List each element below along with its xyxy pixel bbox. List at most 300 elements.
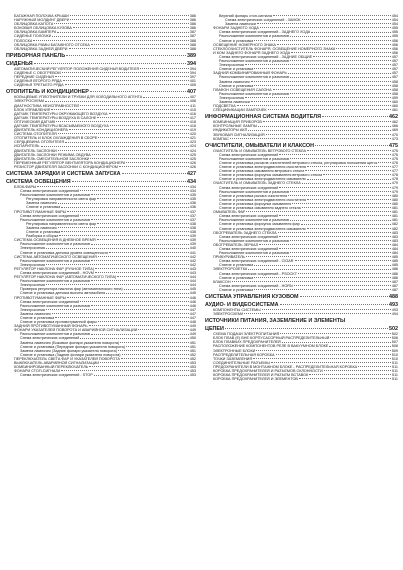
toc-section-heading[interactable] [205,318,398,324]
toc-page-number: 388 [189,46,196,51]
dot-leader [80,215,188,216]
dot-leader [90,158,188,159]
toc-page-number: 435 [189,193,196,198]
toc-page-number: 443 [189,266,196,271]
toc-page-number: 481 [391,210,398,215]
dot-leader [254,68,390,69]
toc-entry-title: НАРУЖНЫЙ МОЛДИНГ ДВЕРИ [14,18,70,23]
toc-page-number: 447 [189,311,196,316]
toc-entry-title: Снятие и установка [219,287,254,292]
toc-entry-title: Снятие и установка (Передние фонари указателя поворота) [20,344,126,349]
dot-leader [307,179,391,180]
dot-leader [69,48,189,49]
toc-page-number: 450 [189,336,196,341]
dot-leader [98,321,189,322]
dot-leader [91,334,189,335]
toc-page-number: 453 [189,365,196,370]
toc-page-number: 502 [391,332,398,337]
dot-leader [61,207,188,208]
toc-page-number: 506 [391,336,398,341]
toc-entry-title: Расположение компонентов и разъемов [20,332,91,337]
toc-page-number: 453 [189,373,196,378]
toc-page-number: 486 [391,275,398,280]
toc-entry-title: Схема электрических соединений - ЗАДНИЕ ОБЩИЕ [219,54,313,59]
toc-entry-title: ПЕРЕМЕННЫЙ РЕГУЛЯТОР ВЕНТИЛЯТОРА КОНДИЦИОНЕРА [14,160,126,165]
toc-page-number: 493 [389,302,398,308]
toc-page-number: 502 [389,326,398,333]
toc-entry-title: РЕГУЛЯТОР НАКЛОНА ФАР (АВТОМАТИЧЕСКОГО ТИПА) [14,275,117,280]
toc-page-number: 445 [189,287,196,292]
dot-leader [91,44,189,45]
dot-leader [91,280,189,281]
toc-entry-title: Снятие и установка форсунки омывателя [219,201,292,206]
dot-leader [95,268,189,269]
toc-page-number: 455 [391,30,398,35]
toc-page-number: 508 [391,344,398,349]
toc-page-number: 507 [391,340,398,345]
toc-page-number: 458 [391,91,398,96]
toc-entry[interactable] [205,108,398,112]
toc-page-number: 386 [189,22,196,27]
dot-leader [41,146,189,147]
toc-page-number: 475 [391,152,398,157]
dot-leader [55,76,189,77]
toc-entry[interactable] [205,288,398,292]
toc-entry-title: Замена лампочки [225,22,256,27]
dot-leader [91,244,189,245]
toc-page-number: 479 [391,181,398,186]
toc-entry[interactable] [6,47,196,51]
toc-page-number: 458 [391,83,398,88]
toc-page-number: 458 [391,79,398,84]
toc-page-number: 426 [189,160,196,165]
toc-page-number: 438 [189,221,196,226]
dot-leader [122,354,189,355]
dot-leader [254,265,390,266]
toc-entry-title: Снятие и установка [26,230,61,235]
toc-entry-title: Регулировка направленности света фар [26,221,97,226]
toc-entry-title: Замена лампочек [20,311,51,316]
toc-section-heading[interactable] [6,53,196,59]
dot-leader [67,211,189,212]
toc-page-number: 451 [189,340,196,345]
toc-page-number: 440 [189,246,196,251]
toc-entry-title: СТЕКЛООЧИСТИТЕЛЬ ФОНАРЯ, ОСВЕЩЕНИЕ НОМЕРНОГО ЗНАКА [213,46,336,51]
toc-page-number: 442 [189,258,196,263]
toc-section-title: СИСТЕМА УПРАВЛЕНИЯ КУЗОВОМ [205,294,299,300]
toc-entry-title: Схема электрических соединений - STOP [20,373,93,378]
dot-leader [89,366,188,367]
toc-page-number: 457 [391,75,398,80]
toc-page-number: 407 [189,95,196,100]
toc-entry-title: Схема электрических соединений - HORN [219,283,293,288]
toc-page-number: 421 [189,136,196,141]
dot-leader [46,248,189,249]
toc-page-number: 487 [391,283,398,288]
dot-leader [268,109,391,110]
dot-leader [305,170,390,171]
toc-entry-title: Схема электрических соединений [219,185,279,190]
toc-page-number: 437 [189,213,196,218]
toc-entry-title: ПРИКУРИВАТЕЛЬ [213,255,245,260]
toc-page-number: 439 [189,242,196,247]
toc-page-number: 480 [391,193,398,198]
toc-page-number: 407 [187,89,196,96]
dot-leader [33,40,188,41]
toc-page-number: 424 [189,144,196,149]
dot-leader [70,19,188,20]
toc-section-heading[interactable] [6,171,196,177]
toc-page-number: 456 [391,50,398,55]
dot-leader [251,101,391,102]
dot-leader [51,109,188,110]
toc-entry-title: Расположение компонентов и разъемов [219,156,290,161]
toc-page-number: 419 [189,128,196,133]
toc-entry[interactable] [6,165,196,169]
toc-page-number: 480 [391,201,398,206]
dot-leader [118,350,189,351]
toc-page-number: 427 [187,171,196,177]
toc-entry-title: Снятие и установка противотуманной фары [20,320,97,325]
toc-entry-title: ОСВЕЩЕНИЕ НОМЕРНОГО ЗНАКА [213,42,276,47]
toc-page-number: 411 [190,103,196,108]
toc-page-number: 420 [189,132,196,137]
toc-section-heading[interactable] [205,294,398,300]
toc-entry-title: ПРОТИВОТУМАННЫЕ ФАРЫ [14,295,66,300]
dot-leader [290,77,391,78]
toc-entry-title: ФОНАРИ ЗАДНЕГО ХОДА [213,26,259,31]
dot-leader [263,121,391,122]
toc-entry-title: Схема электрических соединений [20,299,80,304]
dot-leader [307,199,391,200]
toc-entry-title: РЕЗИСТОР ДВИГАТЕЛЯ ЗАСЛОНКИ С КОНДИЦИОНЕРОМ [14,164,118,169]
dot-leader [52,313,189,314]
toc-entry-title: СИДЕНЬЯ ТРЕТЬЕГО РЯДА [14,83,64,88]
dot-leader [140,68,189,69]
toc-entry-title: КОМПОНЕНТЫ СИСТЕМЫ [213,308,261,312]
toc-page-number: 388 [189,38,196,43]
toc-entry-title: Снятие и установка форсунок омывателя ветрового стекла [219,173,323,178]
dot-leader [126,346,189,347]
toc-entry-title: КОМБИНАЦИЯ ПРИБОРОВ [213,120,262,125]
dot-leader [307,228,391,229]
toc-page-number: 444 [189,275,196,280]
toc-entry-title: ЗАДНИЙ ПРОТИВОТУМАННЫЙ ФОНАРЬ [14,324,88,329]
toc-entry-title: ЭЛЕКТРОННЫЕ БЛОКИ [213,348,256,353]
toc-page-number: 425 [189,152,196,157]
toc-page-number: 453 [189,369,196,374]
toc-entry[interactable] [6,83,196,87]
toc-page-number: 441 [189,250,196,255]
toc-page-number: 455 [391,34,398,39]
toc-entry[interactable] [205,312,398,316]
dot-leader [291,52,391,53]
toc-entry-title: Снятие и установка рычагов очистителей ветрового стекла, регулировка положения щеток [219,161,378,165]
toc-entry-title: Замена лампочек (Задние фонари указателя поворота) [20,348,117,353]
toc-entry[interactable] [6,373,196,377]
toc-page-number: 456 [391,38,398,43]
toc-entry-title: КЛАКСОН [213,279,231,284]
toc-page-number: 453 [189,361,196,366]
toc-page-number: 444 [189,283,196,288]
toc-entry-title: ОЧИСТИТЕЛЬ И ОМЫВАТЕЛЬ ВЕТРОВОГО СТЕКЛА [213,148,307,153]
toc-page-number: 445 [189,291,196,296]
dot-leader [290,60,391,61]
dot-leader [73,27,189,28]
dot-leader [273,89,391,90]
toc-entry-title: ИСПАРИТЕЛЬ [14,144,40,149]
toc-page-number: 386 [189,18,196,23]
toc-page-number: 459 [391,95,398,100]
toc-entry-title: ВЫКЛЮЧАТЕЛЬ АВАРИЙНОЙ СИГНАЛИЗАЦИИ [14,361,100,366]
dot-leader [280,333,391,334]
dot-leader [307,166,391,167]
dot-leader [246,211,390,212]
toc-page-number: 485 [391,255,398,260]
dot-leader [323,174,390,175]
dot-leader [292,203,390,204]
dot-leader [329,346,390,347]
toc-page-number: 439 [189,238,196,243]
toc-entry-title: АВТОМАТИЧЕСКИЙ РЕГУЛЯТОР ПОЛОЖЕНИЯ СИДЕНЬЯ ВОДИТЕЛЯ [14,66,140,71]
dot-leader [311,32,390,33]
dot-leader [279,236,390,237]
toc-page-number: 483 [391,234,398,239]
toc-entry-title: ОБОГРЕВАТЕЛЬ ЗЕРКАЛ [213,242,259,247]
toc-page-number: 479 [391,189,398,194]
dot-leader [97,239,189,240]
toc-entry-title: Электросхема [20,246,45,251]
dot-leader [290,93,391,94]
toc-section-title: ИСТОЧНИКИ ПИТАНИЯ, ЗАЗЕМЛЕНИЕ И ЭЛЕМЕНТЫ [205,318,346,325]
dot-leader [70,15,189,16]
toc-page-number: 434 [189,189,196,194]
toc-page-number: 438 [189,225,196,230]
toc-entry-title: Электросхема [20,307,45,312]
dot-leader [251,81,391,82]
toc-page-number: 510 [391,356,398,361]
toc-entry-title: БЛОК УПРАВЛЕНИЯ [14,107,51,112]
toc-page-number: 449 [189,332,196,337]
dot-leader [110,125,189,126]
toc-page-number: 477 [391,165,398,170]
toc-entry[interactable] [205,377,398,381]
dot-leader [309,374,391,375]
toc-page-number: 449 [189,324,196,329]
dot-leader [245,97,391,98]
toc-entry-title: Схема электрических соединений [219,152,279,157]
toc-page-number: 386 [189,26,196,31]
toc-entry-title: Расположение компонентов и разъемов [20,193,91,198]
toc-page-number: 436 [189,205,196,210]
toc-entry-title: ДАТЧИК ТЕМПЕРАТУРЫ ОКРУЖАЮЩЕГО ВОЗДУХА [14,111,108,116]
toc-page-number: 452 [189,356,196,361]
dot-leader [34,63,186,64]
toc-entry-title: Расположение компонентов и разъемов [20,279,91,284]
dot-leader [254,40,390,41]
toc-entry-title: Разборка и сборка [26,234,59,239]
toc-page-number: 481 [391,206,398,211]
toc-entry-title: ЭЛЕКТРОРОЗЕТКА [213,267,248,272]
toc-entry-title: ФОНАРИ УКАЗАТЕЛЕЙ ПОВОРОТА И АВАРИЙНОЙ СИГНАЛИЗАЦИИ [14,328,138,333]
dot-leader [294,285,391,286]
dot-leader [97,198,189,199]
toc-page-number: 485 [391,259,398,264]
dot-leader [290,158,391,159]
toc-page-number: 436 [189,201,196,206]
dot-leader [100,362,189,363]
toc-entry-title: Снятие и установка электродвигателя омывателя [219,177,306,182]
dot-leader [336,48,390,49]
toc-page-number: 423 [189,140,196,145]
toc-page-number: 437 [189,209,196,214]
dot-leader [97,117,188,118]
dot-leader [126,162,188,163]
toc-section-title: АУДИО- И ВИДЕОСИСТЕМА [205,302,279,308]
toc-page-number: 446 [189,295,196,300]
dot-leader [65,84,189,85]
toc-entry-title: ЗАДНИЙ КОМБИНИРОВАННЫЙ ФОНАРЬ [213,71,287,76]
toc-entry-title: Схема электрических соединений [219,214,279,219]
toc-page-number: 394 [189,70,196,75]
dot-leader [256,350,390,351]
dot-leader [37,186,188,187]
toc-entry-title: Расположение компонентов и разъемов [219,91,290,96]
toc-page-number: 484 [391,242,398,247]
toc-entry-title: И КОМ ЗАДНЕГО ФОНАРЯ ЗАДНЕГО ХОДА [213,50,291,55]
toc-entry-title: Схема электрических соединений - PSOCKT [219,271,298,276]
toc-entry-title: ДВИГАТЕЛЬ ЗАСЛОНКИ РЕЖИМА ОБДУВА [14,152,91,157]
dot-leader [80,105,189,106]
toc-entry-title: Снятие и установка электродвигателя очистителя [219,165,307,170]
dot-leader [55,317,188,318]
toc-entry-title: ФОНАРИ СТОП-СИГНАЛА [14,369,61,374]
toc-page-number: 482 [391,226,398,231]
toc-page-number: 442 [189,262,196,267]
dot-leader [62,72,189,73]
dot-leader [253,358,391,359]
toc-page-number: 416 [189,111,196,116]
dot-leader [232,281,391,282]
toc-entry-title: Электросхема [219,63,244,68]
toc-entry-title: ОБЛИЦОВКА ЗАДНЕЙ ДВЕРИ [14,46,68,51]
dot-leader [298,273,391,274]
dot-leader [279,215,390,216]
dot-leader [58,227,189,228]
toc-page-number: 405 [189,83,196,88]
dot-leader [262,309,391,310]
toc-entry-title: БОКОВАЯ ОБЛИЦОВКА КУЗОВА [14,26,72,31]
toc-entry-title: КОРОБКА ПРЕДОХРАНИТЕЛЕЙ И РАЗЪЕМОВ СКЛОННОСТИ [213,369,323,374]
toc-entry-title: ОБЛИЦОВКА КАПОТА [14,22,54,27]
dot-leader [66,55,186,56]
toc-page-number: 437 [189,217,196,222]
toc-page-number: 486 [391,267,398,272]
toc-entry-title: Расположение компонентов и разъемов [219,34,290,39]
toc-entry-title: Снятие и установка [219,263,254,268]
toc-page-number: 454 [391,14,398,18]
dot-leader [295,260,391,261]
toc-entry-title: БЛОК-ФАРЫ [14,185,37,189]
dot-leader [279,187,390,188]
dot-leader [260,27,391,28]
dot-leader [61,370,188,371]
toc-page-number: 449 [189,328,196,333]
toc-page-number: 479 [391,185,398,190]
toc-entry-title: КОРОБКА ПРЕДОХРАНИТЕЛЕЙ И ЭЛЕМЕНТОВ [213,377,298,382]
toc-page-number: 443 [189,270,196,275]
toc-page-number: 477 [391,169,398,174]
toc-page-number: 469 [391,128,398,133]
toc-page-number: 466 [391,124,398,129]
toc-page-number: 485 [391,263,398,268]
dot-leader [120,342,188,343]
dot-leader [254,85,390,86]
dot-leader [278,232,391,233]
toc-entry-title: ПЕРЕКЛЮЧАТЕЛЬ СВЕТА ФАР И УКАЗАТЕЛЕЙ ПОВОРОТА [14,356,120,361]
toc-entry-title: ПРЕДОХРАНИТЕЛИ В МОНТАЖНОМ БЛОКЕ - РАСПРЕДЕЛИТЕЛЬНАЯ КОРОБКА [213,364,358,369]
toc-entry-title: Расположение компонентов и разъемов [219,251,290,256]
dot-leader [279,248,390,249]
toc-page-number: 448 [189,320,196,325]
dot-leader [288,73,391,74]
toc-entry-title: ДВИГАТЕЛЬ ЗАСЛОНКИ [14,148,57,153]
toc-page-number: 457 [391,59,398,64]
dot-leader [117,276,189,277]
dot-leader [98,137,188,138]
toc-page-number: 475 [391,148,398,153]
toc-entry-title: Схема электрических соединений [20,213,80,218]
toc-entry[interactable] [205,137,398,141]
dot-leader [266,134,391,135]
dot-leader [52,36,188,37]
toc-entry-title: ПЕРЕДНИЕ СИДЕНЬЯ [14,75,54,80]
toc-page-number: 460 [391,99,398,104]
toc-entry-title: Проверка регулятора наклона фар (автоматического типа) [20,287,123,292]
dot-leader [302,207,391,208]
toc-entry-title: Замена лампочек [26,201,57,206]
toc-section-title: ОЧИСТИТЕЛИ, ОМЫВАТЕЛИ И КЛАКСОН [205,142,314,149]
dot-leader [276,354,391,355]
dot-leader [91,305,189,306]
toc-page-number: 451 [189,348,196,353]
dot-leader [290,240,391,241]
toc-page-number: 480 [391,197,398,202]
dot-leader [248,269,390,270]
toc-page-number: 457 [391,67,398,72]
dot-leader [290,220,391,221]
dot-leader [46,264,189,265]
toc-page-number: 510 [391,352,398,357]
toc-entry-title: Расположение компонентов и разъемов [219,75,290,80]
dot-leader [302,183,391,184]
toc-page-number: 487 [391,279,398,284]
toc-section-title: СИДЕНЬЯ [6,60,33,67]
toc-entry-title: Регулировка направленности света фар [26,197,97,202]
toc-page-number: 418 [189,123,196,128]
dot-leader [109,113,189,114]
dot-leader [80,338,188,339]
toc-entry-title: Снятие и установка датчика высоты автомобиля [20,291,106,296]
toc-entry-title: ЭЛЕКТРОСХЕМА [14,99,45,104]
toc-section-title: ОТОПИТЕЛЬ И КОНДИЦИОНЕР [6,89,89,96]
toc-left-column [6,14,196,377]
toc-page-number: 434 [189,185,196,189]
dot-leader [254,289,390,290]
dot-leader [46,309,189,310]
toc-entry-title: СИДЕНЬЕ С ОБОГРЕВОМ [14,70,61,75]
dot-leader [279,154,390,155]
